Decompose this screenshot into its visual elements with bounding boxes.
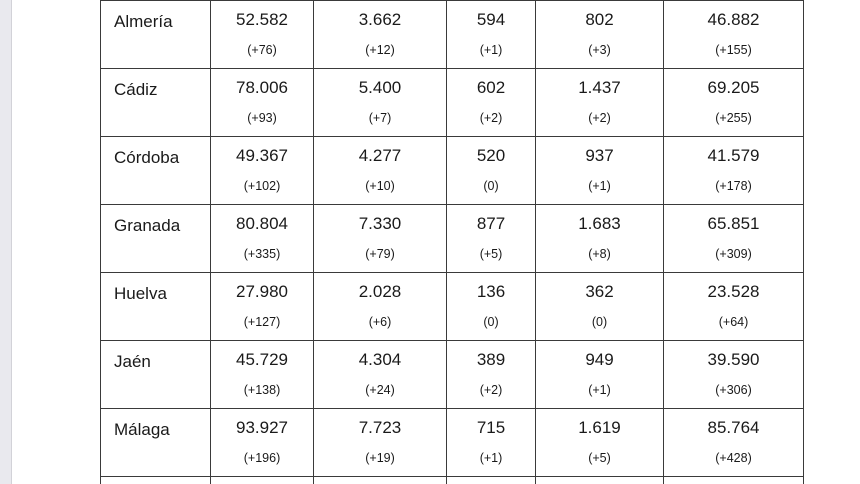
- value-cell: [314, 205, 447, 273]
- value-cell: [664, 137, 804, 205]
- value-cell: [211, 205, 314, 273]
- value-cell: [211, 137, 314, 205]
- table-row: [101, 477, 804, 484]
- cell-value: 65.851: [707, 214, 760, 233]
- value-cell: [447, 409, 536, 477]
- cell-change: (+306): [715, 383, 752, 397]
- cell-change: (+2): [588, 111, 611, 125]
- cell-value: [314, 477, 446, 484]
- cell-change: (+1): [479, 43, 503, 57]
- cell-change: (+7): [368, 111, 392, 125]
- cell-value: 49.367: [236, 146, 288, 165]
- cell-value: 78.006: [236, 78, 288, 97]
- cell-value: 520: [476, 146, 506, 165]
- value-cell: [536, 477, 664, 484]
- cell-value: 39.590: [707, 350, 760, 369]
- cell-value: 23.528: [707, 282, 760, 301]
- cell-value: 52.582: [236, 10, 288, 29]
- cell-value: 5.400: [358, 78, 402, 97]
- province-name: Huelva: [114, 284, 167, 303]
- cell-value: 85.764: [707, 418, 760, 437]
- cell-value: [211, 477, 313, 484]
- cell-value: 594: [476, 10, 506, 29]
- cell-value: 877: [476, 214, 506, 233]
- cell-change: (+76): [247, 43, 277, 57]
- value-cell: [211, 69, 314, 137]
- cell-change: (+10): [365, 179, 395, 193]
- province-cell: [101, 69, 211, 137]
- cell-value: 3.662: [358, 10, 402, 29]
- cell-change: (0): [483, 315, 499, 329]
- viewer-left-edge: [0, 0, 12, 484]
- value-cell: [664, 273, 804, 341]
- cell-change: (+1): [588, 179, 611, 193]
- province-name: [101, 477, 210, 484]
- cell-value: 2.028: [358, 282, 402, 301]
- cell-change: (+255): [715, 111, 752, 125]
- cell-value: 136: [476, 282, 506, 301]
- value-cell: [211, 341, 314, 409]
- cell-value: 4.277: [358, 146, 402, 165]
- value-cell: [447, 69, 536, 137]
- table-body: [101, 0, 804, 484]
- value-cell: [447, 205, 536, 273]
- cell-change: (+79): [365, 247, 395, 261]
- province-cell: [101, 1, 211, 69]
- cell-value: 1.437: [578, 78, 621, 97]
- cell-value: 45.729: [236, 350, 288, 369]
- cell-value: [664, 477, 803, 484]
- province-cell: [101, 409, 211, 477]
- cell-change: (+155): [715, 43, 752, 57]
- cell-value: [447, 477, 535, 484]
- table-row: [101, 273, 804, 341]
- value-cell: [314, 69, 447, 137]
- cell-change: (+24): [365, 383, 395, 397]
- value-cell: [211, 409, 314, 477]
- cell-value: [536, 477, 663, 484]
- value-cell: [447, 477, 536, 484]
- value-cell: [447, 1, 536, 69]
- cell-change: (+6): [368, 315, 392, 329]
- cell-value: 715: [476, 418, 506, 437]
- province-name: Granada: [114, 216, 181, 235]
- province-name: Cádiz: [114, 80, 158, 99]
- cell-value: 27.980: [236, 282, 288, 301]
- cell-change: (+5): [588, 451, 611, 465]
- value-cell: [447, 273, 536, 341]
- value-cell: [447, 137, 536, 205]
- cell-value: 93.927: [236, 418, 288, 437]
- cell-value: 80.804: [236, 214, 288, 233]
- value-cell: [536, 1, 664, 69]
- province-cell: [101, 273, 211, 341]
- cell-change: (0): [591, 315, 608, 329]
- value-cell: [314, 137, 447, 205]
- table-row: [101, 69, 804, 137]
- cell-change: (+309): [715, 247, 752, 261]
- cell-change: (+64): [718, 315, 749, 329]
- value-cell: [664, 1, 804, 69]
- cell-value: 937: [585, 146, 614, 165]
- value-cell: [314, 409, 447, 477]
- province-cell: [101, 205, 211, 273]
- value-cell: [664, 69, 804, 137]
- cell-value: 69.205: [707, 78, 760, 97]
- cell-change: (+2): [479, 383, 503, 397]
- cell-change: (+428): [715, 451, 752, 465]
- value-cell: [211, 477, 314, 484]
- province-cell: [101, 341, 211, 409]
- value-cell: [314, 477, 447, 484]
- table-row: [101, 341, 804, 409]
- cell-value: 7.723: [358, 418, 402, 437]
- cell-change: (0): [483, 179, 499, 193]
- province-cell: [101, 477, 211, 484]
- province-name: Málaga: [114, 420, 170, 439]
- value-cell: [314, 1, 447, 69]
- province-name: Jaén: [114, 352, 151, 371]
- cell-value: 362: [585, 282, 614, 301]
- cell-value: 1.683: [578, 214, 621, 233]
- cell-change: (+138): [243, 383, 281, 397]
- value-cell: [664, 409, 804, 477]
- province-name: Almería: [114, 12, 173, 31]
- cell-value: 7.330: [358, 214, 402, 233]
- value-cell: [536, 273, 664, 341]
- cell-change: (+127): [243, 315, 281, 329]
- value-cell: [314, 341, 447, 409]
- cell-change: (+3): [588, 43, 611, 57]
- cell-change: (+335): [243, 247, 281, 261]
- province-name: Córdoba: [114, 148, 180, 167]
- value-cell: [536, 205, 664, 273]
- table-row: [101, 205, 804, 273]
- cell-change: (+5): [479, 247, 503, 261]
- value-cell: [536, 341, 664, 409]
- cell-change: (+1): [479, 451, 503, 465]
- cell-value: 602: [476, 78, 506, 97]
- value-cell: [664, 477, 804, 484]
- value-cell: [211, 1, 314, 69]
- cell-change: (+12): [365, 43, 395, 57]
- value-cell: [536, 137, 664, 205]
- table-row: [101, 137, 804, 205]
- value-cell: [211, 273, 314, 341]
- value-cell: [314, 273, 447, 341]
- value-cell: [536, 409, 664, 477]
- province-data-table: [100, 0, 804, 484]
- cell-change: (+196): [243, 451, 281, 465]
- cell-value: 802: [585, 10, 614, 29]
- table-row: [101, 409, 804, 477]
- cell-value: 389: [476, 350, 506, 369]
- cell-value: 41.579: [707, 146, 760, 165]
- cell-change: (+19): [365, 451, 395, 465]
- cell-change: (+178): [715, 179, 752, 193]
- cell-change: (+1): [588, 383, 611, 397]
- cell-value: 46.882: [707, 10, 760, 29]
- value-cell: [536, 69, 664, 137]
- cell-change: (+8): [588, 247, 611, 261]
- province-cell: [101, 137, 211, 205]
- value-cell: [447, 341, 536, 409]
- value-cell: [664, 341, 804, 409]
- cell-value: 949: [585, 350, 614, 369]
- cell-value: 4.304: [358, 350, 402, 369]
- value-cell: [664, 205, 804, 273]
- table-row: [101, 1, 804, 69]
- cell-change: (+2): [479, 111, 503, 125]
- cell-value: 1.619: [578, 418, 621, 437]
- cell-change: (+102): [243, 179, 281, 193]
- cell-change: (+93): [247, 111, 277, 125]
